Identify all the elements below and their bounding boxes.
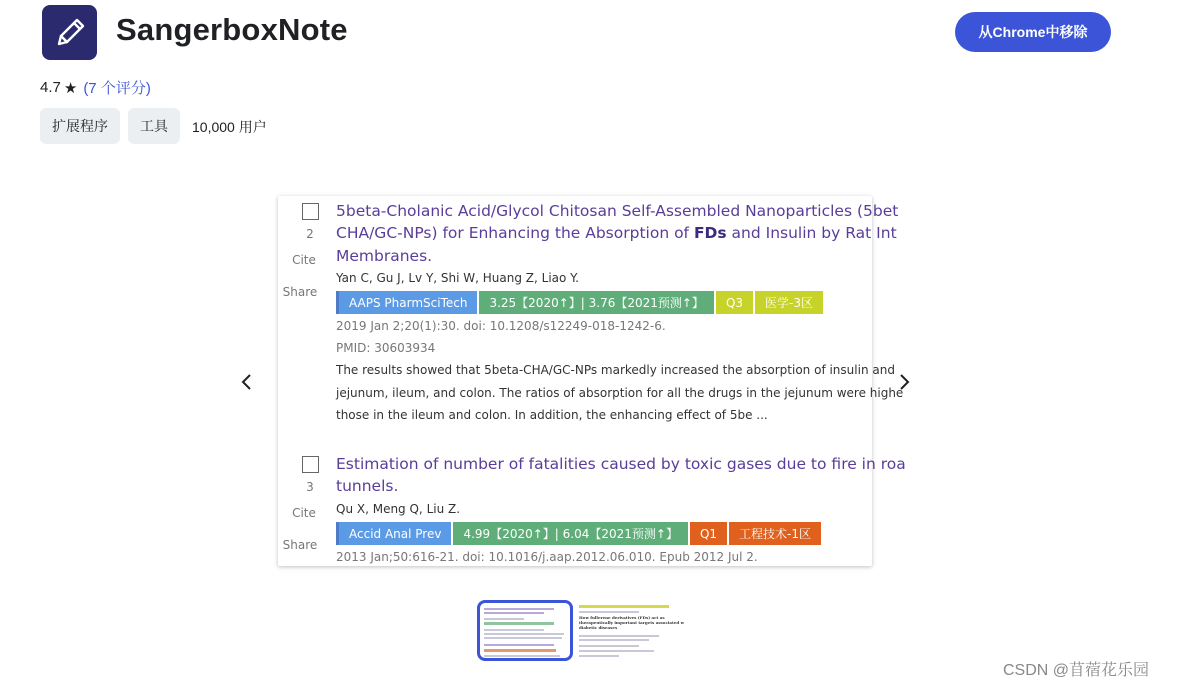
zone-tag: 工程技术-1区 xyxy=(729,522,821,545)
thumbnail-text: therapeutically important targets associated w xyxy=(579,620,685,625)
impact-factor-tag: 3.25【2020↑】| 3.76【2021预测↑】 xyxy=(479,291,713,314)
extension-screenshot xyxy=(278,196,906,566)
pencil-icon xyxy=(50,13,90,53)
rating xyxy=(40,77,151,98)
rating-count-link[interactable]: (7 个评分) xyxy=(83,80,151,97)
chip-extension[interactable]: 扩展程序 xyxy=(40,108,120,144)
journal-tags xyxy=(336,522,823,545)
cite-link[interactable]: Cite xyxy=(292,506,316,520)
carousel-prev-button[interactable] xyxy=(240,370,254,399)
thumbnail-1-selected[interactable] xyxy=(477,600,573,661)
article-abstract-line: The results showed that 5beta-CHA/GC-NPs markedly increased the absorption of insulin and xyxy=(336,363,895,377)
share-link[interactable]: Share xyxy=(282,285,318,299)
quartile-tag: Q3 xyxy=(716,291,753,314)
thumbnail-text: diabetic diseases xyxy=(579,625,618,630)
quartile-tag: Q1 xyxy=(690,522,727,545)
article-title-line[interactable]: Estimation of number of fatalities caused by toxic gases due to fire in roa xyxy=(336,455,906,473)
article-title-line[interactable]: CHA/GC-NPs) for Enhancing the Absorption of FDs and Insulin by Rat Int xyxy=(336,224,897,242)
user-count: 10,000 用户 xyxy=(192,119,267,135)
article-pmid: PMID: 30603934 xyxy=(336,341,436,355)
cite-link[interactable]: Cite xyxy=(292,253,316,267)
thumbnail-text: How fullerene derivatives (FDs) act as xyxy=(579,615,665,620)
article-authors: Yan C, Gu J, Lv Y, Shi W, Huang Z, Liao Y. xyxy=(336,271,579,285)
journal-tag: AAPS PharmSciTech xyxy=(339,291,477,314)
article-title-line[interactable]: 5beta-Cholanic Acid/Glycol Chitosan Self-Assembled Nanoparticles (5bet xyxy=(336,202,899,220)
app-icon xyxy=(42,5,97,60)
article-checkbox[interactable] xyxy=(302,203,319,220)
zone-tag: 医学-3区 xyxy=(755,291,823,314)
csdn-watermark: CSDN @苜蓿花乐园 xyxy=(1003,662,1150,679)
article-abstract-line: jejunum, ileum, and colon. The ratios of absorption for all the drugs in the jejunum were highe xyxy=(336,386,904,400)
article-checkbox[interactable] xyxy=(302,456,319,473)
app-title: SangerboxNote xyxy=(116,12,348,47)
star-icon: ★ xyxy=(63,79,78,97)
article-title-line[interactable]: Membranes. xyxy=(336,247,433,265)
remove-from-chrome-button[interactable]: 从Chrome中移除 xyxy=(955,12,1111,52)
journal-tags xyxy=(336,291,825,314)
share-link[interactable]: Share xyxy=(282,538,318,552)
article-index: 2 xyxy=(306,227,314,241)
article-title-line[interactable]: tunnels. xyxy=(336,477,399,495)
chevron-left-icon xyxy=(240,370,254,394)
thumbnail-2[interactable] xyxy=(577,603,685,661)
rating-value: 4.7 xyxy=(40,79,61,96)
article-citation: 2013 Jan;50:616-21. doi: 10.1016/j.aap.2012.06.010. Epub 2012 Jul 2. xyxy=(336,550,758,564)
article-authors: Qu X, Meng Q, Liu Z. xyxy=(336,502,461,516)
impact-factor-tag: 4.99【2020↑】| 6.04【2021预测↑】 xyxy=(453,522,687,545)
chip-tools[interactable]: 工具 xyxy=(128,108,180,144)
article-citation: 2019 Jan 2;20(1):30. doi: 10.1208/s12249-018-1242-6. xyxy=(336,319,666,333)
article-abstract-line: those in the ileum and colon. In addition, the enhancing effect of 5be ... xyxy=(336,408,768,422)
article-index: 3 xyxy=(306,480,314,494)
journal-tag: Accid Anal Prev xyxy=(339,522,451,545)
